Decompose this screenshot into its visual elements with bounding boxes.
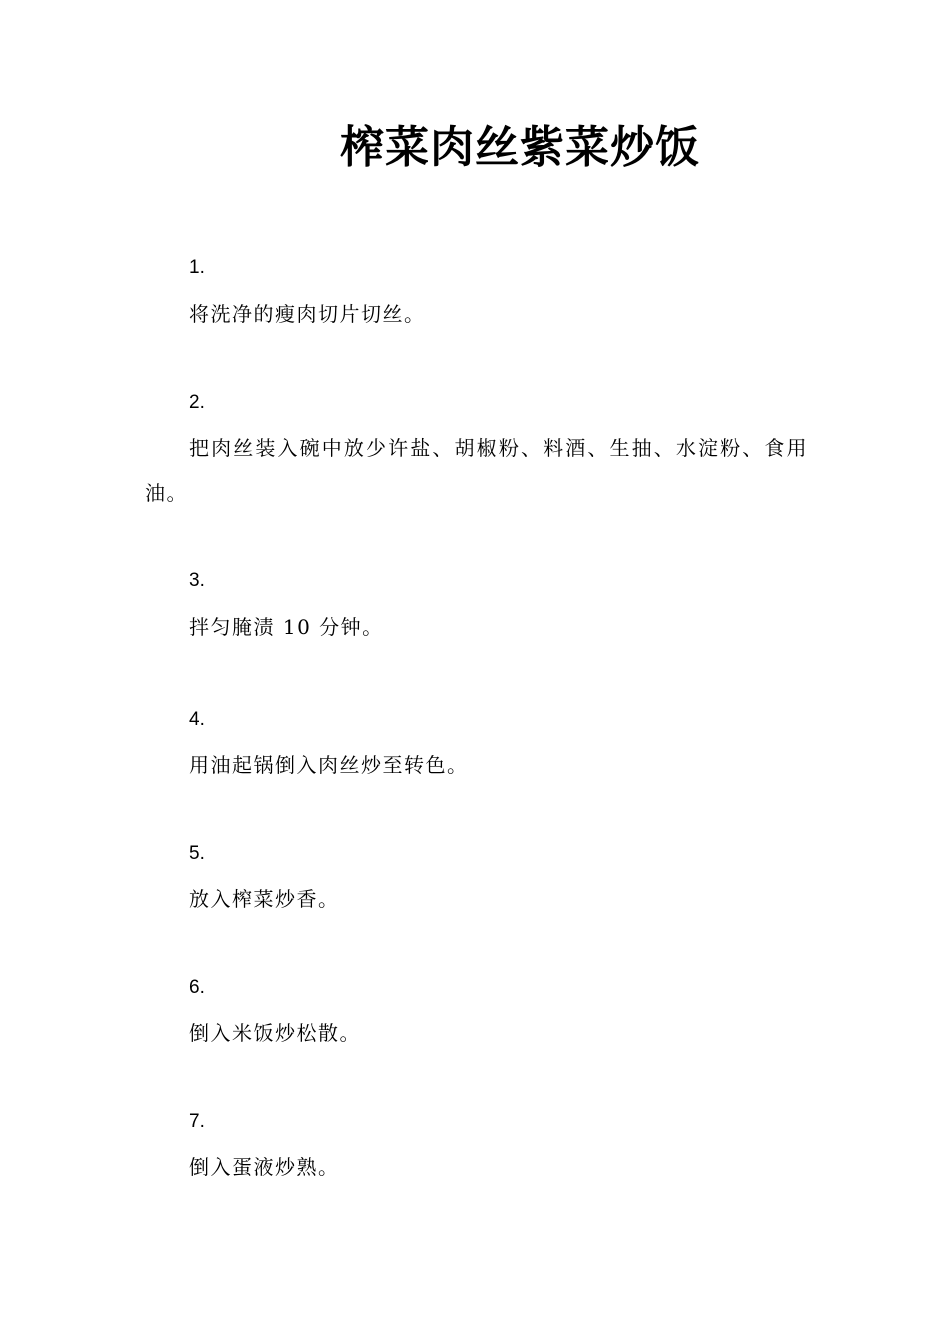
step-number: 7. bbox=[189, 1111, 205, 1132]
step-number: 4. bbox=[189, 709, 205, 730]
step-text: 把肉丝装入碗中放少许盐、胡椒粉、料酒、生抽、水淀粉、食用油。 bbox=[145, 436, 808, 505]
step-number: 6. bbox=[189, 977, 205, 998]
step-number: 1. bbox=[189, 257, 205, 278]
step-number: 2. bbox=[189, 392, 205, 413]
step-text: 放入榨菜炒香。 bbox=[189, 887, 340, 911]
step-text: 倒入蛋液炒熟。 bbox=[189, 1155, 340, 1179]
step-number: 5. bbox=[189, 843, 205, 864]
step-text: 拌匀腌渍 10 分钟。 bbox=[189, 615, 384, 639]
page-title: 榨菜肉丝紫菜炒饭 bbox=[340, 122, 700, 173]
step-text: 倒入米饭炒松散。 bbox=[189, 1021, 361, 1045]
step-number: 3. bbox=[189, 570, 205, 591]
step-text: 将洗净的瘦肉切片切丝。 bbox=[189, 302, 426, 326]
step-text: 用油起锅倒入肉丝炒至转色。 bbox=[189, 753, 469, 777]
